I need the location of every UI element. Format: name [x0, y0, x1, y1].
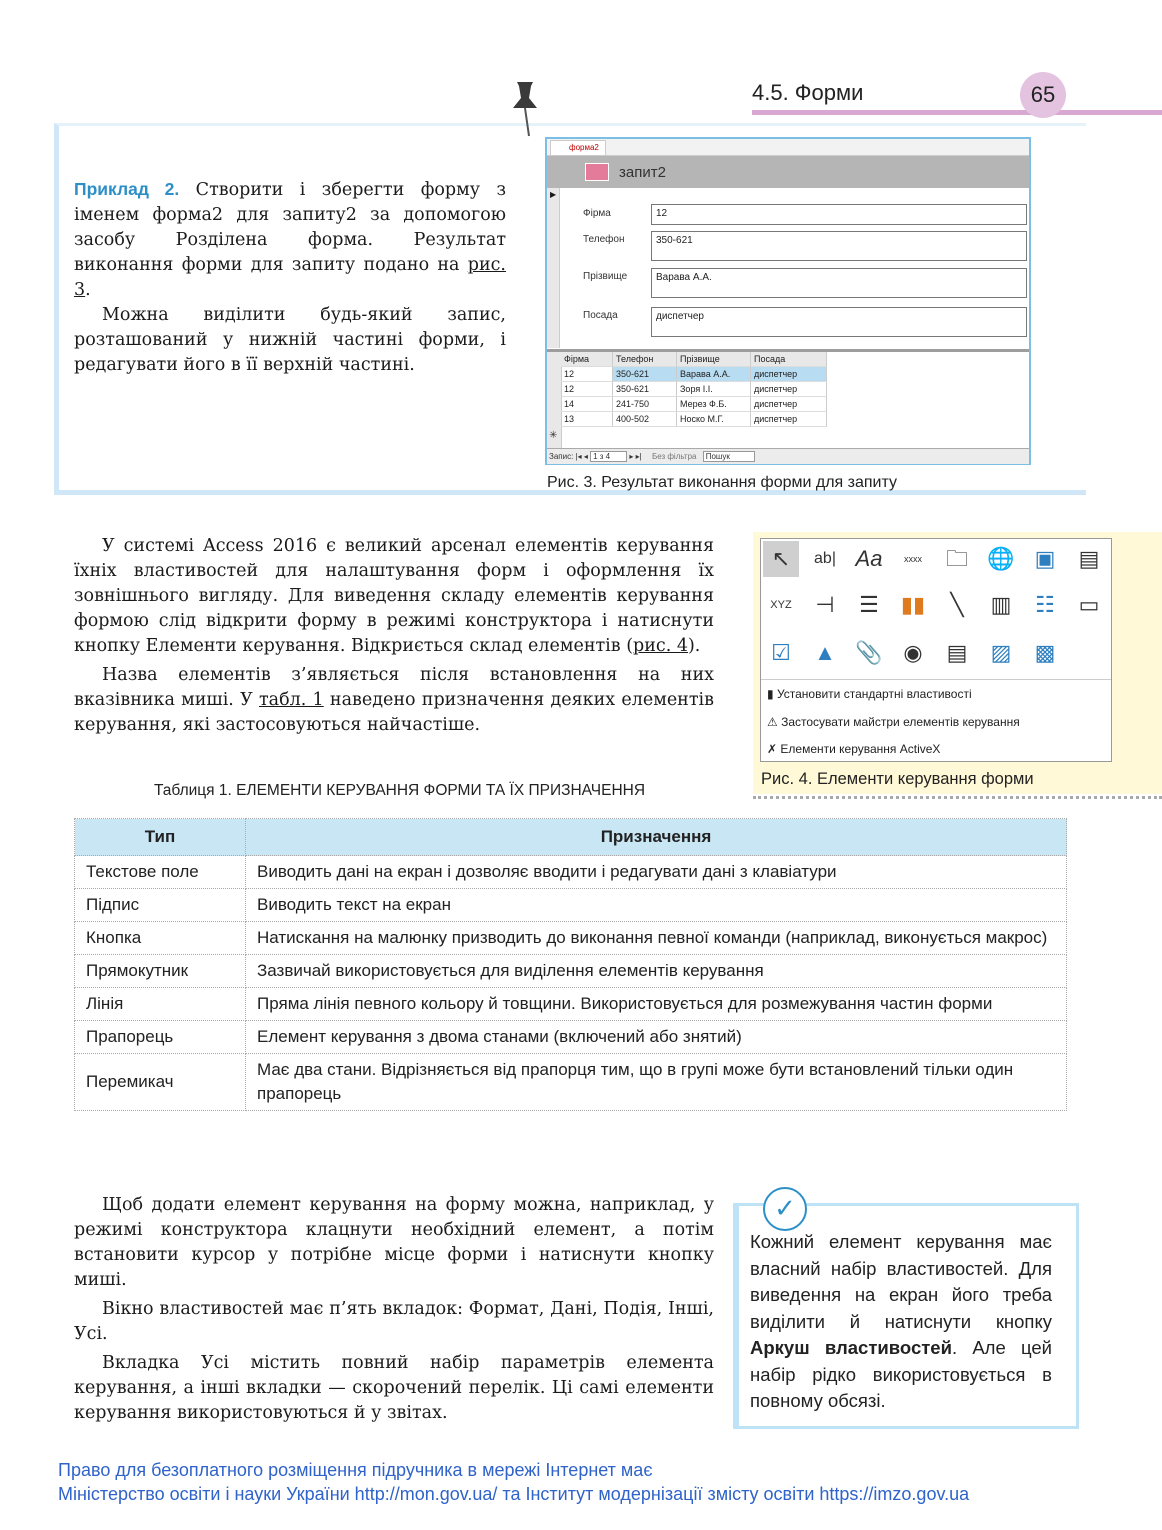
table-row: [75, 955, 1067, 988]
figure-ref[interactable]: рис. 3: [74, 255, 506, 300]
datasheet: [547, 349, 1029, 452]
note-part: . Але цей набір рідко використовується в повному обсязі.: [750, 1337, 1052, 1411]
purpose-cell: Зазвичай використовується для виділення елементів керування: [246, 955, 1067, 988]
table-cell[interactable]: 13: [561, 412, 613, 427]
paragraph-text: Назва елементів з’являється після встановлення на них вказівника миші. У: [74, 665, 714, 710]
paragraph-text: У системі Access 2016 є великий арсенал елементів керування їхніх властивостей для налаштування форм і оформлення їх зовнішнього вигляду. Для виведення складу елементів керування формою слід відкрити форму в режимі конструктора і натиснути кнопку Елементи керування. Відкриється склад елементів (: [74, 536, 714, 656]
subform-icon[interactable]: ▤: [946, 640, 968, 665]
firm-field[interactable]: 12: [651, 204, 1027, 225]
column-header: Призначення: [246, 819, 1067, 856]
position-field[interactable]: диспетчер: [651, 307, 1027, 337]
table-row: [75, 988, 1067, 1021]
table-header-row: [75, 819, 1067, 856]
table-row: [75, 1021, 1067, 1054]
body-text-2: [74, 1193, 714, 1430]
form-header-title: запит2: [619, 164, 666, 181]
bound-object-frame-icon[interactable]: ▨: [990, 640, 1012, 665]
table-row: [75, 1054, 1067, 1111]
figure-4-caption: Рис. 4. Елементи керування форми: [761, 770, 1034, 788]
table-cell[interactable]: 12: [561, 367, 613, 382]
type-cell: Лінія: [75, 988, 246, 1021]
note-part: Кожний елемент керування має власний набір властивостей. Для виведення на екран його треба виділити й натиснути кнопку: [750, 1231, 1052, 1332]
form-icon: [585, 163, 609, 181]
web-browser-icon[interactable]: ▣: [1034, 546, 1056, 571]
page-number: 65: [1020, 72, 1066, 118]
menu-item-label: Застосувати майстри елементів керування: [781, 715, 1020, 729]
first-record-icon[interactable]: |◂ ◂: [575, 452, 588, 461]
purpose-cell: Виводить дані на екран і дозволяє вводити і редагувати дані з клавіатури: [246, 856, 1067, 889]
properties-icon: ▮: [767, 687, 777, 701]
nav-label: Запис:: [549, 452, 576, 461]
table-cell[interactable]: 14: [561, 397, 613, 412]
table-cell[interactable]: диспетчер: [751, 397, 827, 412]
paragraph-text: ).: [687, 636, 701, 656]
purpose-cell: Елемент керування з двома станами (включений або знятий): [246, 1021, 1067, 1054]
field-label: Посада: [583, 310, 618, 321]
filter-indicator[interactable]: Без фільтра: [651, 452, 697, 461]
activex-icon: ✗: [767, 742, 781, 756]
table-cell[interactable]: диспетчер: [751, 412, 827, 427]
dotted-divider: [753, 796, 1162, 799]
table-cell[interactable]: Мерез Ф.Б.: [677, 397, 751, 412]
purpose-cell: Має два стани. Відрізняється від прапорця тим, що в групі може бути встановлений тільки один прапорець: [246, 1054, 1067, 1111]
table-cell[interactable]: 12: [561, 382, 613, 397]
line-icon[interactable]: ╲: [950, 592, 964, 617]
label-icon[interactable]: Aa: [855, 546, 883, 571]
form-tab[interactable]: форма2: [550, 140, 606, 156]
page-break-icon[interactable]: ⊣: [815, 592, 835, 617]
type-cell: Прямокутник: [75, 955, 246, 988]
field-label: Фірма: [583, 208, 611, 219]
table-row: [75, 856, 1067, 889]
table-cell[interactable]: 400-502: [613, 412, 677, 427]
note-text: [750, 1229, 1052, 1415]
pushpin-icon: [505, 78, 545, 138]
controls-gallery: [760, 538, 1112, 762]
menu-item-control-wizards[interactable]: [767, 715, 1020, 729]
table-cell[interactable]: 241-750: [613, 397, 677, 412]
paragraph-text: наведено призначення деяких елементів керування, які застосовуються найчастіше.: [74, 690, 714, 735]
header-rule: [752, 110, 1162, 115]
field-label: Прізвище: [583, 271, 628, 282]
divider: [761, 679, 1111, 680]
purpose-cell: Пряма лінія певного кольору й товщини. Використовується для розмежування частин форми: [246, 988, 1067, 1021]
phone-field[interactable]: 350-621: [651, 231, 1027, 261]
field-label: Телефон: [583, 234, 625, 245]
type-cell: Перемикач: [75, 1054, 246, 1111]
text-box-icon[interactable]: ab|: [814, 550, 836, 567]
table-row: [75, 922, 1067, 955]
combo-box-icon[interactable]: ☰: [859, 592, 879, 617]
navigation-control-icon[interactable]: ▤: [1078, 546, 1100, 571]
table-cell[interactable]: Варава А.А.: [677, 367, 751, 382]
table-row: [75, 889, 1067, 922]
table-cell[interactable]: 350-621: [613, 382, 677, 397]
table-cell[interactable]: 350-621: [613, 367, 677, 382]
record-navigation: [547, 448, 1029, 464]
search-box[interactable]: Пошук: [703, 451, 755, 462]
section-title: 4.5. Форми: [752, 80, 864, 105]
form-tab-bar: [547, 139, 1029, 156]
checkmark-icon: ✓: [763, 1187, 807, 1231]
menu-item-label: Елементи керування ActiveX: [780, 742, 941, 756]
purpose-cell: Виводить текст на екран: [246, 889, 1067, 922]
type-cell: Кнопка: [75, 922, 246, 955]
select-pointer-icon[interactable]: ↖: [763, 541, 799, 577]
unbound-object-frame-icon[interactable]: ▩: [1034, 640, 1056, 665]
chart-icon[interactable]: ▮▮: [900, 592, 926, 617]
column-header[interactable]: Посада: [751, 352, 827, 367]
figure-ref[interactable]: рис. 4: [633, 636, 688, 656]
example-note: Можна виділити будь-який запис, розташований у нижній частині форми, і редагувати його в її верхній частині.: [74, 305, 506, 375]
option-button-icon[interactable]: ◉: [903, 640, 923, 665]
next-record-icon[interactable]: ▸ ▸|: [629, 452, 642, 461]
controls-table: [74, 818, 1067, 1111]
footer-line-2[interactable]: Міністерство освіти і науки України http://mon.gov.ua/ та Інститут модернізації змісту освіти https://imzo.gov.ua: [58, 1484, 970, 1504]
table-caption: Таблиця 1. ЕЛЕМЕНТИ КЕРУВАННЯ ФОРМИ ТА ЇХ ПРИЗНАЧЕННЯ: [154, 782, 646, 799]
table-cell[interactable]: диспетчер: [751, 367, 827, 382]
toggle-button-icon[interactable]: ▥: [990, 592, 1012, 617]
type-cell: Прапорець: [75, 1021, 246, 1054]
footer-line-1: Право для безоплатного розміщення підручника в мережі Інтернет має: [58, 1460, 653, 1480]
column-header: Тип: [75, 819, 246, 856]
purpose-cell: Натискання на малюнку призводить до виконання певної команди (наприклад, виконується макрос): [246, 922, 1067, 955]
hyperlink-icon[interactable]: 🌐: [987, 546, 1015, 571]
note-bold: Аркуш властивостей: [750, 1337, 952, 1358]
menu-item-activex[interactable]: [767, 742, 940, 756]
table-cell[interactable]: Носко М.Г.: [677, 412, 751, 427]
table-cell[interactable]: Зоря І.І.: [677, 382, 751, 397]
image-icon[interactable]: ▲: [814, 640, 836, 665]
option-group-icon[interactable]: XYZ: [770, 599, 792, 611]
column-header[interactable]: Фірма: [561, 352, 613, 367]
menu-item-default-properties[interactable]: [767, 687, 972, 701]
example-text: [74, 177, 506, 378]
record-selector[interactable]: ▶: [547, 188, 560, 348]
body-text-1: [74, 534, 714, 742]
new-record-icon: ✳: [549, 430, 558, 441]
column-header[interactable]: Прізвище: [677, 352, 751, 367]
split-form-screenshot: [545, 137, 1031, 465]
table-ref[interactable]: табл. 1: [258, 690, 324, 710]
table-cell[interactable]: диспетчер: [751, 382, 827, 397]
example-task: Створити і зберегти форму з іменем форма2 для запиту2 за допомогою засобу Розділена форма. Результат виконання форми для запиту подано на: [74, 180, 506, 275]
record-position[interactable]: 1 з 4: [590, 451, 627, 462]
figure-3-caption: Рис. 3. Результат виконання форми для запиту: [547, 474, 897, 491]
list-box-icon[interactable]: ☷: [1035, 592, 1055, 617]
type-cell: Текстове поле: [75, 856, 246, 889]
paragraph-text: Вкладка Усі містить повний набір параметрів елемента керування, а інші вкладки — скорочений перелік. Ці самі елементи керування використовуються й у звітах.: [74, 1353, 714, 1423]
column-header[interactable]: Телефон: [613, 352, 677, 367]
check-box-icon[interactable]: ☑: [771, 640, 791, 665]
form-header: [547, 156, 1029, 188]
example-punct: .: [85, 280, 91, 300]
menu-item-label: Установити стандартні властивості: [776, 687, 972, 701]
paragraph-text: Щоб додати елемент керування на форму можна, наприклад, у режимі конструктора клацнути необхідний елемент, а потім встановити курсор у потрібне місце форми і натиснути кнопку миші.: [74, 1195, 714, 1290]
example-label: Приклад 2.: [74, 179, 180, 199]
rectangle-icon[interactable]: ▭: [1078, 592, 1100, 617]
tab-control-icon[interactable]: 🗀: [945, 546, 968, 571]
button-icon[interactable]: xxxx: [904, 554, 922, 564]
wizard-icon: ⚠: [767, 715, 782, 729]
surname-field[interactable]: Варава А.А.: [651, 268, 1027, 298]
paragraph-text: Вікно властивостей має п’ять вкладок: Формат, Дані, Подія, Інші, Усі.: [74, 1299, 714, 1344]
attachment-icon[interactable]: 📎: [855, 640, 883, 665]
type-cell: Підпис: [75, 889, 246, 922]
